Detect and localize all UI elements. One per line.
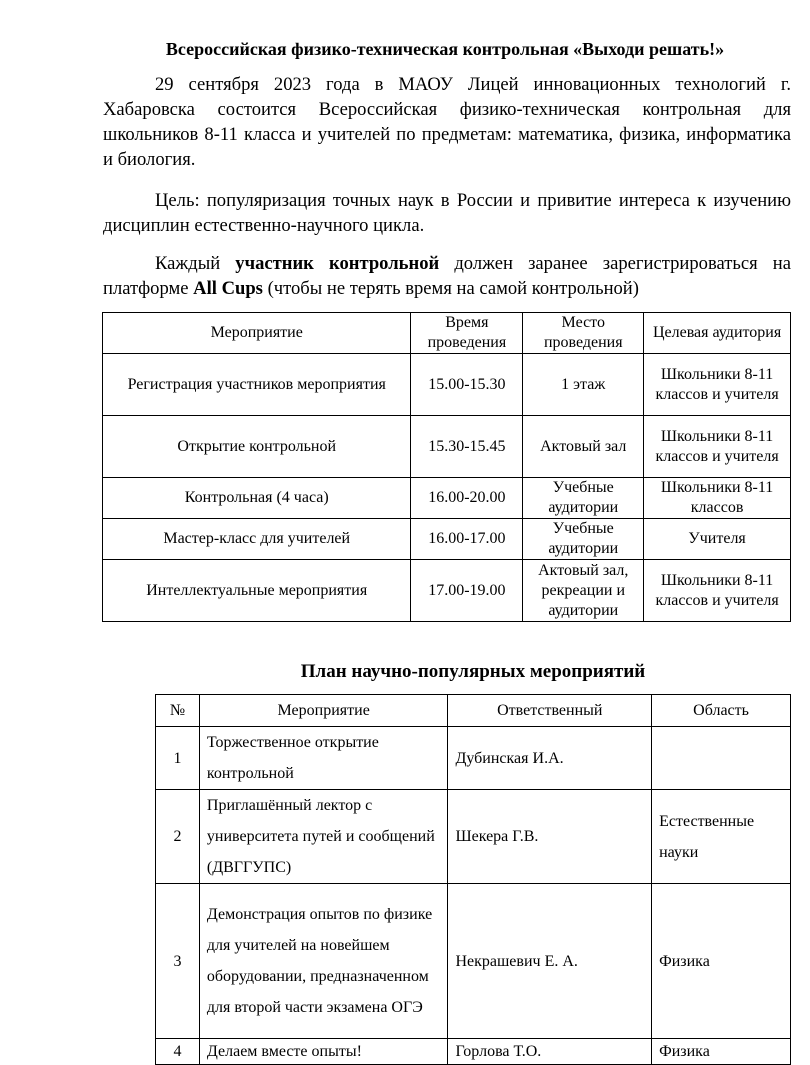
table-header-row [156,695,791,727]
table-row [156,1039,791,1065]
table-cell: Контрольная (4 часа) [103,478,411,519]
table-cell: Школьники 8-11 классов и учителя [644,560,791,622]
registration-text-bold-1: участник контрольной [235,253,440,274]
goal-paragraph: Цель: популяризация точных наук в России и привитие интереса к изучению дисциплин естественно-научного цикла. [103,190,791,236]
table-cell: Дубинская И.А. [448,727,652,790]
table-header-row [103,313,791,354]
table-row [103,519,791,560]
table-cell: Школьники 8-11 классов и учителя [644,416,791,478]
table-cell: Школьники 8-11 классов и учителя [644,354,791,416]
table-cell: Актовый зал, рекреации и аудитории [523,560,644,622]
table-cell: Учителя [644,519,791,560]
table-row [103,478,791,519]
column-header: Время проведения [411,313,523,354]
table-cell: Физика [652,1039,791,1065]
table-cell: Учебные аудитории [523,519,644,560]
table-cell: 4 [156,1039,200,1065]
table-cell: Интеллектуальные мероприятия [103,560,411,622]
table-cell: 3 [156,884,200,1039]
plan-table [155,694,791,1065]
column-header: Место проведения [523,313,644,354]
column-header: Мероприятие [199,695,448,727]
table-cell: Актовый зал [523,416,644,478]
table-cell: Горлова Т.О. [448,1039,652,1065]
table-row [103,416,791,478]
column-header: Область [652,695,791,727]
table-cell: Регистрация участников мероприятия [103,354,411,416]
intro-paragraph: 29 сентября 2023 года в МАОУ Лицей инновационных технологий г. Хабаровска состоится Всероссийская физико-техническая контрольная для школьников 8-11 класса и учителей по предметам: математика, физика, информатика и биология. [103,74,791,170]
table-cell: Физика [652,884,791,1039]
table-cell: 16.00-20.00 [411,478,523,519]
table-cell: Торжественное открытие контрольной [199,727,448,790]
table-cell: 16.00-17.00 [411,519,523,560]
table-cell: Учебные аудитории [523,478,644,519]
column-header: Целевая аудитория [644,313,791,354]
platform-name: All Cups [193,278,263,299]
registration-text-2: должен заранее зарегистрироваться на платформе [103,253,791,299]
table-cell: 1 этаж [523,354,644,416]
plan-title: План научно-популярных мероприятий [300,661,646,682]
table-cell: 15.30-15.45 [411,416,523,478]
registration-paragraph [103,251,791,301]
table-cell: Естественные науки [652,790,791,884]
table-row [103,560,791,622]
table-cell: Открытие контрольной [103,416,411,478]
table-cell: 15.00-15.30 [411,354,523,416]
table-cell: Некрашевич Е. А. [448,884,652,1039]
registration-text-1: Каждый [155,253,236,274]
table-cell: Демонстрация опытов по физике для учителей на новейшем оборудовании, предназначенном для второй части экзамена ОГЭ [199,884,448,1039]
table-cell: Делаем вместе опыты! [199,1039,448,1065]
table-cell: 17.00-19.00 [411,560,523,622]
table-cell: Мастер-класс для учителей [103,519,411,560]
table-cell: Приглашённый лектор с университета путей и сообщений (ДВГГУПС) [199,790,448,884]
table-cell: 1 [156,727,200,790]
schedule-table [102,312,791,622]
table-row [103,354,791,416]
column-header: Ответственный [448,695,652,727]
table-cell: Шекера Г.В. [448,790,652,884]
table-cell: 2 [156,790,200,884]
table-row [156,884,791,1039]
column-header: Мероприятие [103,313,411,354]
column-header: № [156,695,200,727]
table-row [156,727,791,790]
registration-text-3: (чтобы не терять время на самой контрольной) [262,278,639,299]
table-cell: Школьники 8-11 классов [644,478,791,519]
table-cell [652,727,791,790]
document-title: Всероссийская физико-техническая контрольная «Выходи решать!» [165,39,725,59]
table-row [156,790,791,884]
